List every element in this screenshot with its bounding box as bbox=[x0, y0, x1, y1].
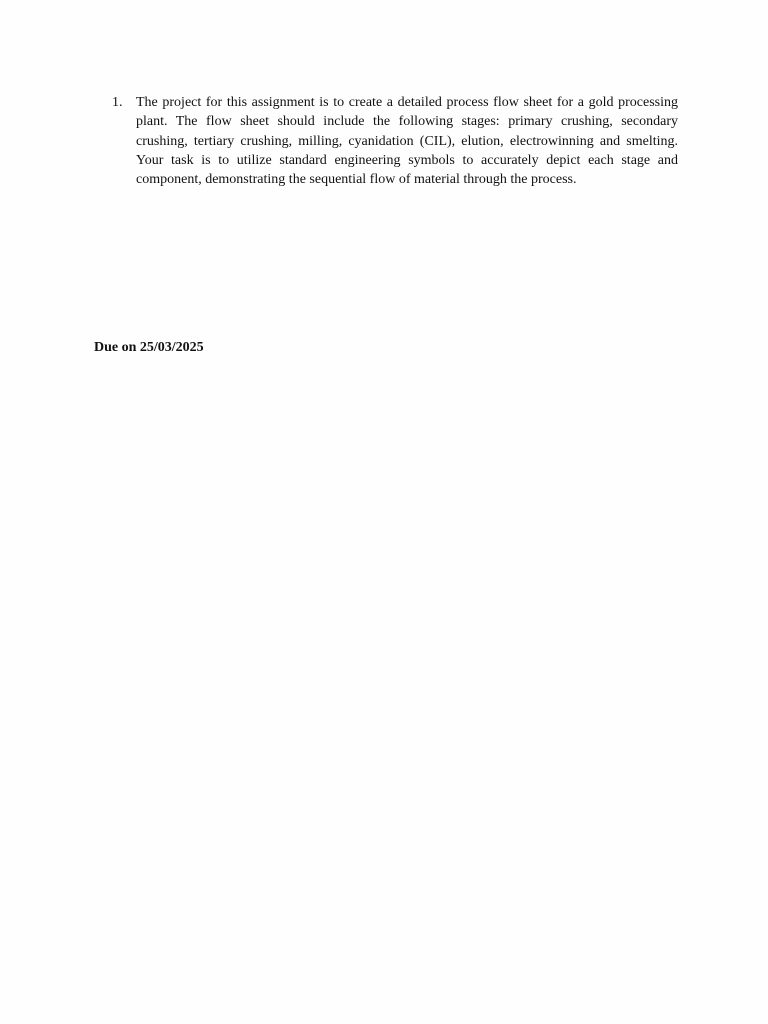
task-list bbox=[94, 93, 678, 189]
task-number: 1. bbox=[112, 95, 123, 110]
due-date: Due on 25/03/2025 bbox=[94, 340, 204, 355]
task-description: The project for this assignment is to create a detailed process flow sheet for a gold processing plant. The flow sheet should include the following stages: primary crushing, secondary crushing, tertiary crushing, milling, cyanidation (CIL), elution, electrowinning and smelting. Your task is to utilize standard engineering symbols to accurately depict each stage and component, demonstrating the sequential flow of material through the process. bbox=[136, 95, 678, 188]
task-item bbox=[94, 93, 678, 189]
